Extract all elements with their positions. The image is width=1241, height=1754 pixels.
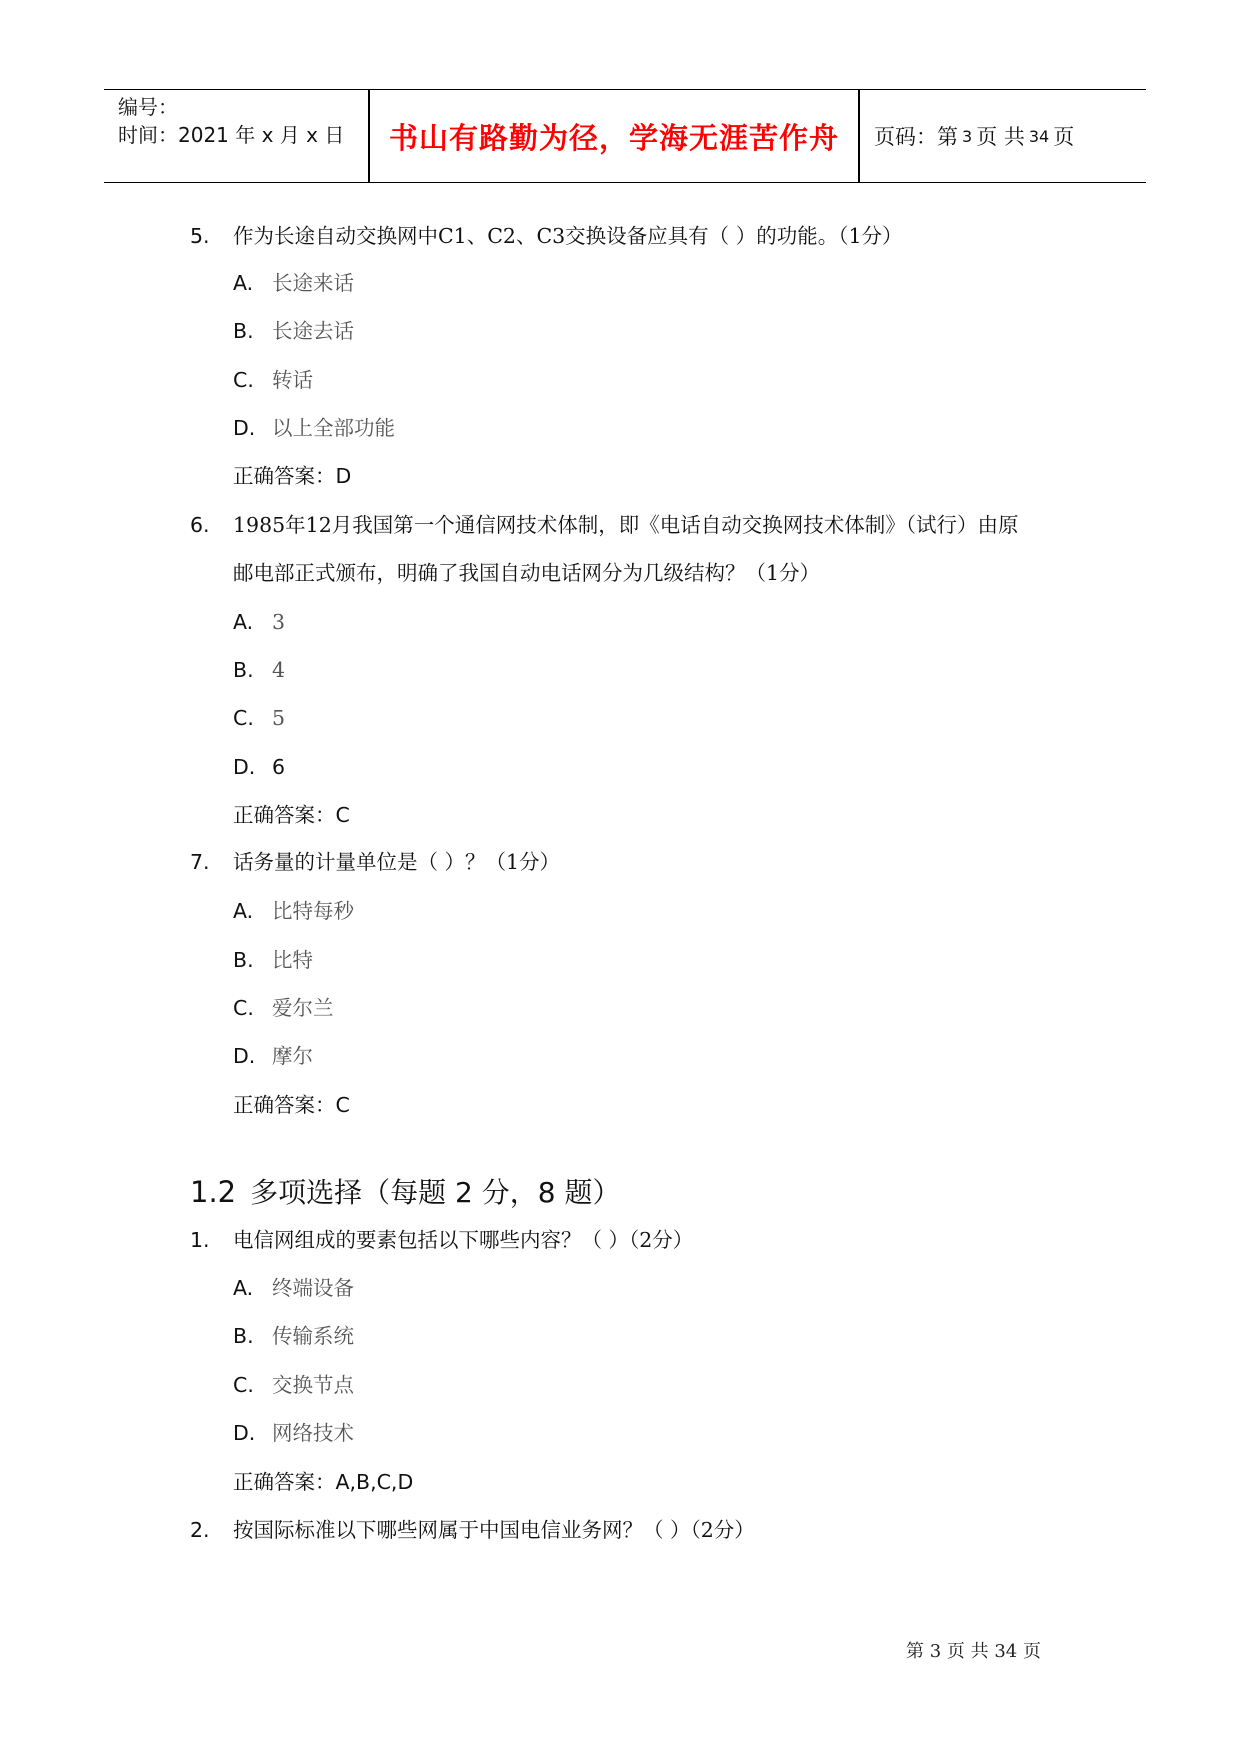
- option-text: 摩尔: [272, 1044, 313, 1068]
- option-letter: A.: [233, 610, 254, 634]
- option-letter: D.: [233, 755, 256, 779]
- page-number: 3: [962, 126, 973, 146]
- option-letter: A.: [233, 1276, 254, 1300]
- answer-label: 正确答案：: [233, 1093, 336, 1117]
- option-text: 交换节点: [272, 1373, 354, 1397]
- page-mid: 页 共: [976, 125, 1025, 149]
- option-text: 以上全部功能: [272, 416, 395, 440]
- question-text: 作为长途自动交换网中C1、C2、C3交换设备应具有（ ）的功能。（1分）: [233, 224, 903, 248]
- number-label: 编号：: [118, 95, 178, 119]
- question-number: 1.: [190, 1228, 210, 1252]
- option-letter: B.: [233, 1324, 254, 1348]
- option-text: 网络技术: [272, 1421, 354, 1445]
- option-text: 长途来话: [272, 271, 354, 295]
- answer-label: 正确答案：: [233, 803, 336, 827]
- header-page-info: [874, 90, 1074, 182]
- header-motto: 书山有路勤为径，学海无涯苦作舟: [388, 120, 839, 155]
- question-text: 话务量的计量单位是（ ）？（1分）: [233, 850, 561, 874]
- section-number: 1.2: [190, 1175, 237, 1209]
- page-header: [104, 89, 1146, 183]
- page-footer: 第 3 页 共 34 页: [906, 1641, 1041, 1662]
- option-letter: D.: [233, 1421, 256, 1445]
- option-text: 传输系统: [272, 1324, 354, 1348]
- page-prefix: 页码：第: [874, 125, 958, 149]
- option-text: 4: [272, 658, 286, 682]
- option-text: 转话: [272, 368, 313, 392]
- section-title: 多项选择（每题 2 分，8 题）: [250, 1176, 621, 1209]
- option-letter: C.: [233, 1373, 254, 1397]
- page-suffix: 页: [1053, 125, 1075, 149]
- answer-label: 正确答案：: [233, 464, 336, 488]
- option-letter: C.: [233, 996, 254, 1020]
- answer-value: D: [335, 464, 352, 488]
- option-letter: A.: [233, 899, 254, 923]
- option-letter: C.: [233, 368, 254, 392]
- answer-value: A,B,C,D: [335, 1470, 414, 1494]
- question-text: 邮电部正式颁布，明确了我国自动电话网分为几级结构？（1分）: [233, 561, 821, 585]
- question-number: 5.: [190, 224, 210, 248]
- question-number: 6.: [190, 513, 210, 537]
- question-number: 2.: [190, 1518, 210, 1542]
- option-text: 爱尔兰: [272, 996, 334, 1020]
- answer-value: C: [335, 1093, 350, 1117]
- option-text: 比特每秒: [272, 899, 354, 923]
- question-text: 按国际标准以下哪些网属于中国电信业务网？（ ）（2分）: [233, 1518, 755, 1542]
- option-letter: B.: [233, 658, 254, 682]
- header-divider: [858, 90, 860, 182]
- option-text: 比特: [272, 948, 313, 972]
- option-text: 终端设备: [272, 1276, 354, 1300]
- question-text: 电信网组成的要素包括以下哪些内容？（ ）（2分）: [233, 1228, 694, 1252]
- option-letter: A.: [233, 271, 254, 295]
- option-text: 6: [272, 755, 286, 779]
- option-text: 3: [272, 610, 286, 634]
- header-meta: [118, 93, 368, 149]
- page-total: 34: [1028, 126, 1050, 146]
- section-heading: [190, 1174, 620, 1211]
- option-letter: C.: [233, 706, 254, 730]
- option-text: 长途去话: [272, 319, 354, 343]
- option-letter: D.: [233, 1044, 256, 1068]
- option-letter: D.: [233, 416, 256, 440]
- question-number: 7.: [190, 850, 210, 874]
- answer-value: C: [335, 803, 350, 827]
- time-label: 时间：2021 年 x 月 x 日: [118, 123, 345, 147]
- option-letter: B.: [233, 319, 254, 343]
- option-letter: B.: [233, 948, 254, 972]
- answer-label: 正确答案：: [233, 1470, 336, 1494]
- question-text: 1985年12月我国第一个通信网技术体制，即《电话自动交换网技术体制》（试行）由原: [233, 513, 1019, 537]
- option-text: 5: [272, 706, 286, 730]
